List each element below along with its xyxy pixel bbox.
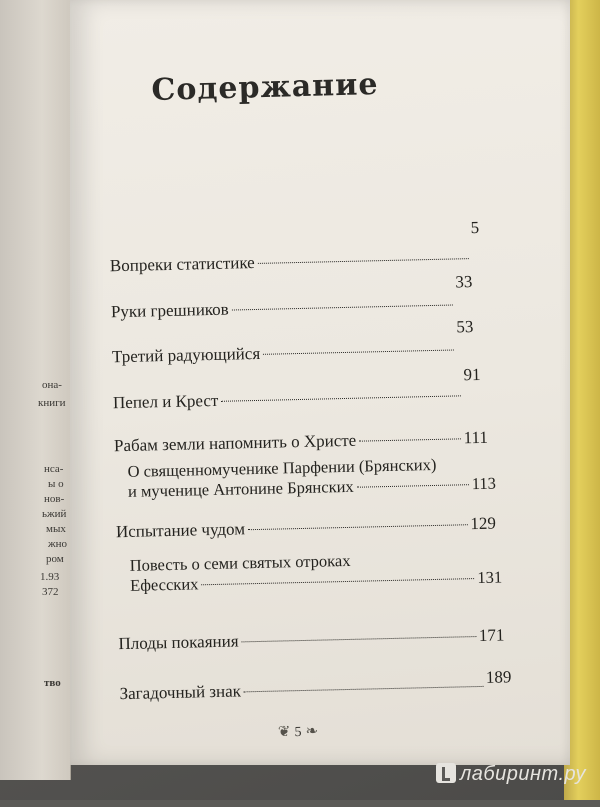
toc-entry[interactable] [110, 272, 473, 322]
page-title: Содержание [151, 67, 379, 108]
toc-entry-title: Загадочный знак [119, 681, 242, 704]
toc-entry-title: Руки грешников [110, 299, 229, 322]
dot-leader [242, 636, 476, 642]
toc-entry[interactable] [111, 317, 474, 367]
dot-leader [263, 349, 454, 354]
dot-leader [244, 686, 483, 692]
left-page-fragment: ром [46, 553, 64, 565]
left-page-fragment: ы о [48, 478, 64, 490]
toc-entry-title-line1: О священномученике Парфении (Брянских) [127, 454, 437, 481]
left-page-fragment: 372 [42, 586, 59, 598]
toc-entry[interactable] [109, 217, 480, 276]
toc-entry-page: 189 [485, 667, 512, 687]
left-page-fragment: тво [44, 677, 61, 689]
toc-entry-title-line2: Ефесских [129, 574, 199, 595]
toc-subentry[interactable] [129, 547, 502, 595]
labirint-logo-icon [436, 763, 456, 783]
ornament-right-icon: ❧ [305, 723, 319, 740]
toc-entry-title: Плоды покаяния [118, 631, 239, 654]
watermark-text: лабиринт.ру [460, 763, 586, 785]
left-page-fragment: жно [48, 538, 67, 550]
left-page-fragment: она- [42, 379, 62, 391]
toc-entry-title-line2: и мученице Антонине Брянских [127, 476, 354, 501]
dot-leader [359, 438, 460, 441]
toc-entry-page: 129 [470, 513, 497, 534]
toc-entry-title: Пепел и Крест [112, 390, 219, 413]
toc-entry[interactable] [118, 625, 504, 654]
toc-entry[interactable] [112, 364, 481, 413]
toc-entry-title: Вопреки статистике [109, 252, 255, 276]
toc-entry-title: Рабам земли напомнить о Христе [113, 430, 357, 456]
toc-entry-title: Третий радующийся [111, 343, 261, 367]
left-page-fragment: нов- [44, 493, 65, 505]
dot-leader [201, 578, 474, 585]
dot-leader [221, 395, 461, 401]
ornament-left-icon: ❦ [277, 724, 291, 741]
toc-entry-page: 131 [477, 567, 503, 588]
left-page-fragment: мых [46, 523, 66, 535]
left-page-fragment: ьжий [42, 508, 67, 520]
toc-subentry[interactable] [127, 454, 496, 502]
dot-leader [248, 524, 467, 530]
page-footer [258, 721, 338, 742]
toc-entry-title-line1: Повесть о семи святых отроках [129, 550, 351, 575]
toc-entry-page: 33 [455, 272, 473, 292]
left-page-fragment: книги [38, 397, 66, 409]
toc-entry-page: 91 [463, 364, 481, 385]
page-number: 5 [294, 724, 302, 741]
toc-entry-title: Испытание чудом [115, 519, 246, 542]
toc-entry-page: 171 [478, 625, 505, 645]
dot-leader [258, 258, 469, 264]
toc-entry[interactable] [114, 428, 488, 456]
toc-entry[interactable] [116, 514, 496, 543]
left-page-fragment: нса- [44, 463, 64, 475]
toc-entry[interactable] [119, 667, 512, 704]
watermark [436, 763, 586, 786]
dot-leader [357, 484, 469, 488]
toc-entry-page: 5 [470, 217, 480, 238]
dot-leader [232, 305, 453, 311]
toc-entry-page: 111 [463, 427, 489, 448]
toc-entry-page: 113 [471, 473, 497, 494]
left-page-fragment: 1.93 [40, 571, 60, 583]
toc-entry-page: 53 [456, 317, 474, 337]
